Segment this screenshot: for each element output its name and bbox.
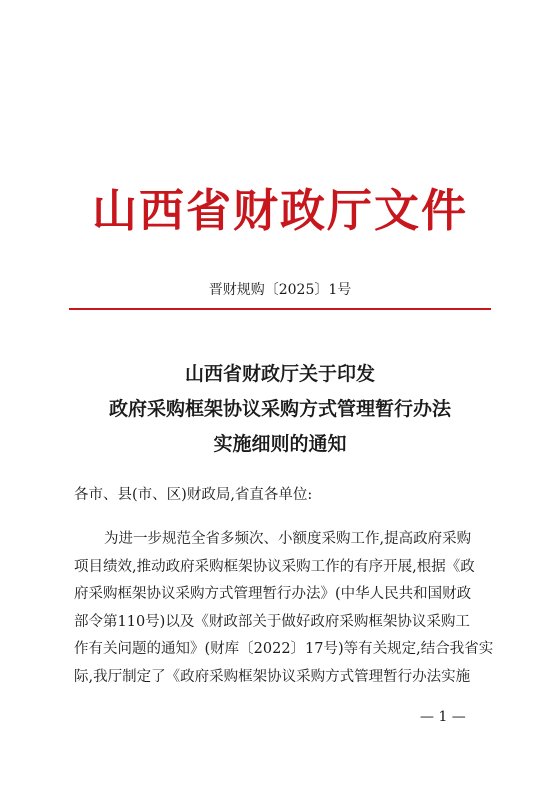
page-number: — 1 — [420, 709, 466, 725]
body-paragraph [74, 526, 492, 691]
red-separator-line [69, 308, 491, 310]
body-line: 际,我厅制定了《政府采购框架协议采购方式管理暂行办法实施 [74, 668, 471, 685]
notice-title [0, 357, 560, 462]
notice-title-line: 政府采购框架协议采购方式管理暂行办法 [108, 398, 451, 420]
salutation: 各市、县(市、区)财政局,省直各单位: [74, 487, 313, 503]
notice-title-line: 山西省财政厅关于印发 [184, 363, 375, 385]
masthead-title: 山西省财政厅文件 [91, 184, 468, 237]
body-line: 府采购框架协议采购方式管理暂行办法》(中华人民共和国财政 [74, 586, 472, 602]
body-line: 作有关问题的通知》(财库〔2022〕17号)等有关规定,结合我省实 [74, 641, 494, 657]
body-line: 项目绩效,推动政府采购框架协议采购工作的有序开展,根据《政 [74, 558, 475, 575]
document-number: 晋财规购〔2025〕1号 [208, 282, 352, 298]
notice-title-line: 实施细则的通知 [213, 433, 347, 455]
body-line: 为进一步规范全省多频次、小额度采购工作,提高政府采购 [104, 531, 472, 547]
body-line: 部令第110号)以及《财政部关于做好政府采购框架协议采购工 [74, 613, 470, 630]
